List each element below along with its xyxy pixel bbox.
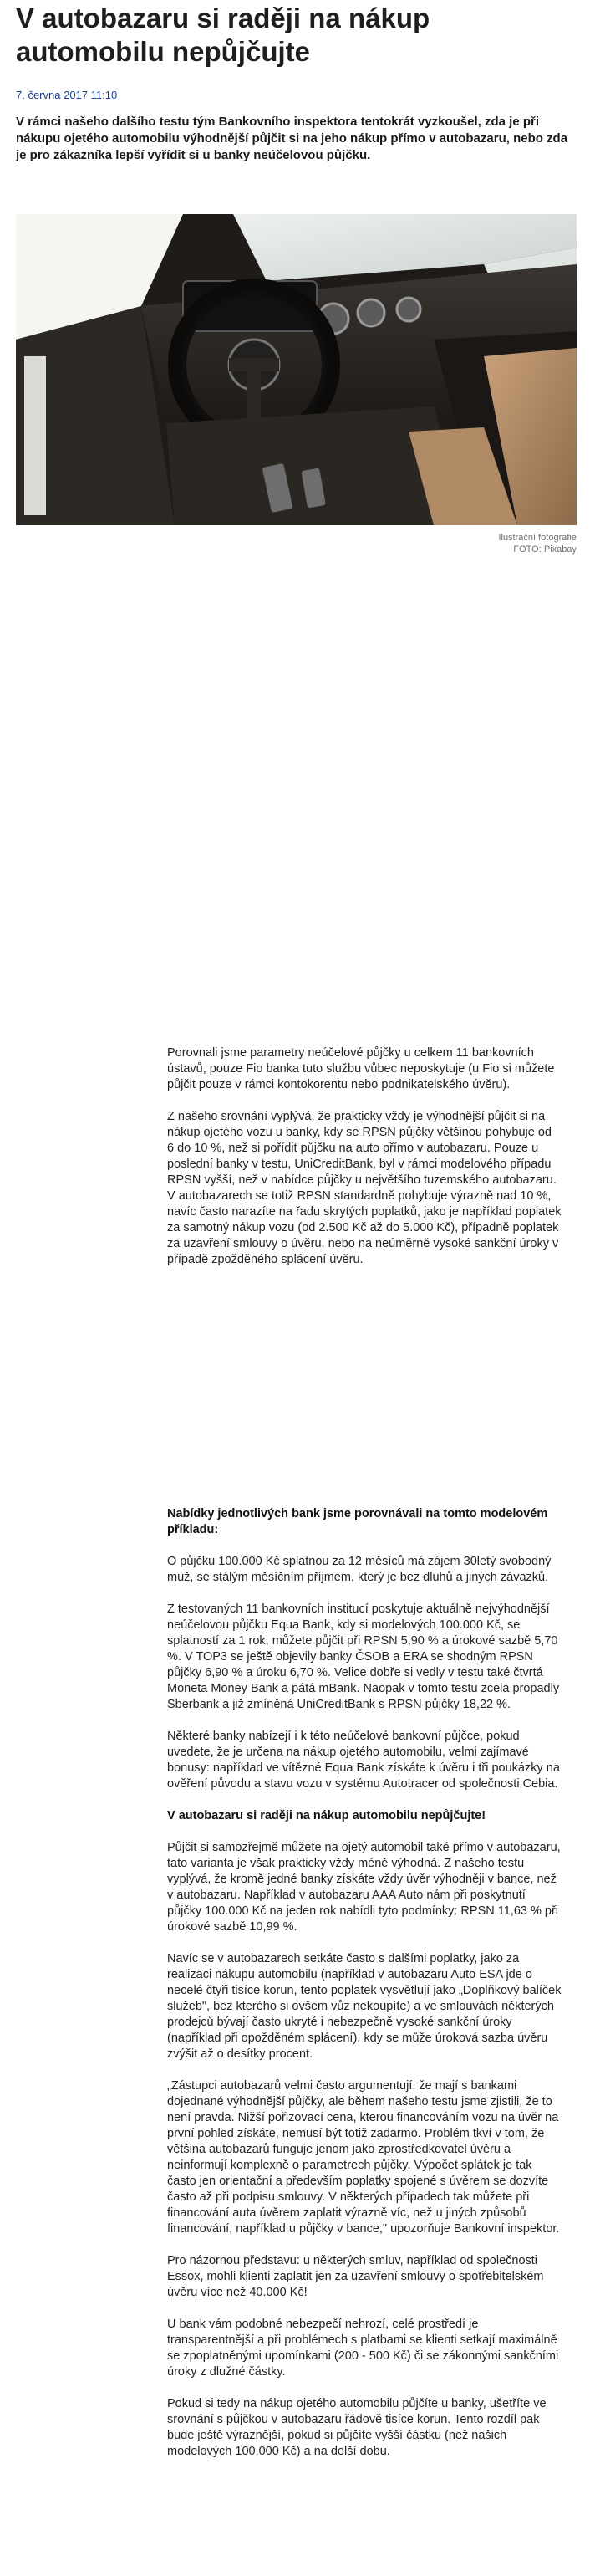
article-paragraph: Porovnali jsme parametry neúčelové půjčky u celkem 11 bankovních ústavů, pouze Fio banka tuto službu vůbec neposkytuje (u Fio si můžete půjčit pouze v rámci kontokorentu nebo podnikatelského úvěru). xyxy=(167,1046,555,1091)
article-paragraph: Pokud si tedy na nákup ojetého automobilu půjčíte u banky, ušetříte ve srovnání s půjčkou v autobazaru řádově tisíce korun. Tento rozdíl pak bude ještě výraznější, pokud si půjčíte vyšší částku (než našich modelových 100.000 Kč) a na delší dobu. xyxy=(167,2397,547,2458)
section-heading: V autobazaru si raději na nákup automobilu nepůjčujte! xyxy=(167,1809,486,1822)
article-paragraph: U bank vám podobné nebezpečí nehrozí, celé prostředí je transparentnější a při problémech s platbami se klienti setkají maximálně se zpoplatněnými upomínkami (200 - 500 Kč) či se zákonnými sankčními úroky z dlužné částky. xyxy=(167,2318,559,2379)
article-paragraph: „Zástupci autobazarů velmi často argumentují, že mají s bankami dojednané výhodnější půjčky, ale během našeho testu jsme zjistili, že to není pravda. Nižší pořizovací cena, kterou financováním vozu na úvěr na první pohled získáte, nemusí být totiž zadarmo. Problém tkví v tom, že většina autobazarů funguje jenom jako zprostředkovatel úvěru a neinformují komplexně o parametrech půjčky. Výpočet splátek je tak často jen orientační a především poplatky spojené s úvěrem se dozvíte často až při podpisu smlouvy. V některých případech tak můžete při financování auta úvěrem zaplatit výrazně víc, než u jiných způsobů financování, například u půjčky v bance," upozorňuje Bankovní inspektor. xyxy=(167,2079,560,2236)
article-paragraph: Některé banky nabízejí i k této neúčelové bankovní půjčce, pokud uvedete, že je určena na nákup ojetého automobilu, velmi zajímavé bonusy: například ve vítězné Equa Bank získáte k úvěru i tři poukázky na ověření původu a stavu vozu v systému Autotracer od společnosti Cebia. xyxy=(167,1730,560,1791)
article-paragraph: Z našeho srovnání vyplývá, že prakticky vždy je výhodnější půjčit si na nákup ojetého vozu u banky, kdy se RPSN půjčky většinou pohybuje od 6 do 10 %, než si pořídit půjčku na auto přímo v autobazaru. Pouze u poslední banky v testu, UniCreditBank, byl v rámci modelového případu RPSN vyšší, než v nabídce půjčky u největšího tuzemského autobazaru. V autobazarech se totiž RPSN standardně pohybuje výrazně nad 10 %, navíc často narazíte na řadu skrytých poplatků, jako je například poplatek za samotný nákup vozu (od 2.500 Kč až do 5.000 Kč), případně poplatek za uzavření smlouvy o úvěru, nebo na neúměrně vysoké sankční úroky v případě zpožděného splácení úvěru. xyxy=(167,1110,562,1266)
article-body-part-1 xyxy=(167,1045,562,1284)
article-lead: V rámci našeho dalšího testu tým Bankovního inspektora tentokrát vyzkoušel, zda je při nákupu ojetého automobilu výhodnější půjčit si na jeho nákup přímo v autobazaru, nebo zda je pro zákazníka lepší vyřídit si u banky neúčelovou půjčku. xyxy=(16,115,568,162)
article-paragraph: Z testovaných 11 bankovních institucí poskytuje aktuálně nejvýhodnější neúčelovou půjčku Equa Bank, kdy si modelových 100.000 Kč, se splatností za 1 rok, můžete půjčit při RPSN 5,90 % a úrokové sazbě 5,70 %. V TOP3 se ještě objevily banky ČSOB a ERA se shodným RPSN půjčky 6,90 % a úroku 6,70 %. Velice dobře si vedly v testu také čtvrtá Moneta Money Bank a pátá mBank. Naopak v tomto testu zcela propadly Sberbank a již zmíněná UniCreditBank s RPSN půjčky 18,22 %. xyxy=(167,1602,560,1711)
article-paragraph: Navíc se v autobazarech setkáte často s dalšími poplatky, jako za realizaci nákupu automobilu (například v autobazaru Auto ESA jde o necelé čtyři tisíce korun, tento poplatek vysvětlují jako „Doplňkový balíček služeb", bez kterého si ovšem vůz nekoupíte) a ve smlouvách některých prodejců bývají často ukryté i nebezpečně vysoké sankční úroky (například při opožděném splácení), kdy se může úroková sazba úvěru zvýšit až o desítky procent. xyxy=(167,1952,562,2061)
article-paragraph: Půjčit si samozřejmě můžete na ojetý automobil také přímo v autobazaru, tato varianta je však prakticky vždy méně výhodná. Z našeho testu vyplývá, že kromě jedné banky získáte vždy úvěr výhodněji v bance, než v autobazaru. Například v autobazaru AAA Auto nám při poskytnutí půjčky 100.000 Kč na jeden rok nabídli tyto podmínky: RPSN 11,63 % při úrokové sazbě 10,99 %. xyxy=(167,1841,561,1934)
article-date: 7. června 2017 11:10 xyxy=(16,89,118,101)
photo-caption-text: Ilustrační fotografie xyxy=(498,533,577,543)
article-photo xyxy=(16,214,577,525)
article-paragraph: O půjčku 100.000 Kč splatnou za 12 měsíců má zájem 30letý svobodný muž, se stálým měsíčním příjmem, který je bez dluhů a jiných závazků. xyxy=(167,1555,552,1584)
car-interior-image xyxy=(16,214,577,525)
article-paragraph: Pro názornou představu: u některých smluv, například od společnosti Essox, mohli klienti zaplatit jen za uzavření smlouvy o spotřebitelském úvěru více než 40.000 Kč! xyxy=(167,2254,544,2299)
photo-caption xyxy=(498,532,577,555)
article-body-part-2 xyxy=(167,1506,562,2476)
article-title: V autobazaru si raději na nákup automobilu nepůjčujte xyxy=(16,3,430,67)
section-heading: Nabídky jednotlivých bank jsme porovnávali na tomto modelovém příkladu: xyxy=(167,1507,548,1536)
photo-credit: FOTO: Pixabay xyxy=(513,544,577,555)
